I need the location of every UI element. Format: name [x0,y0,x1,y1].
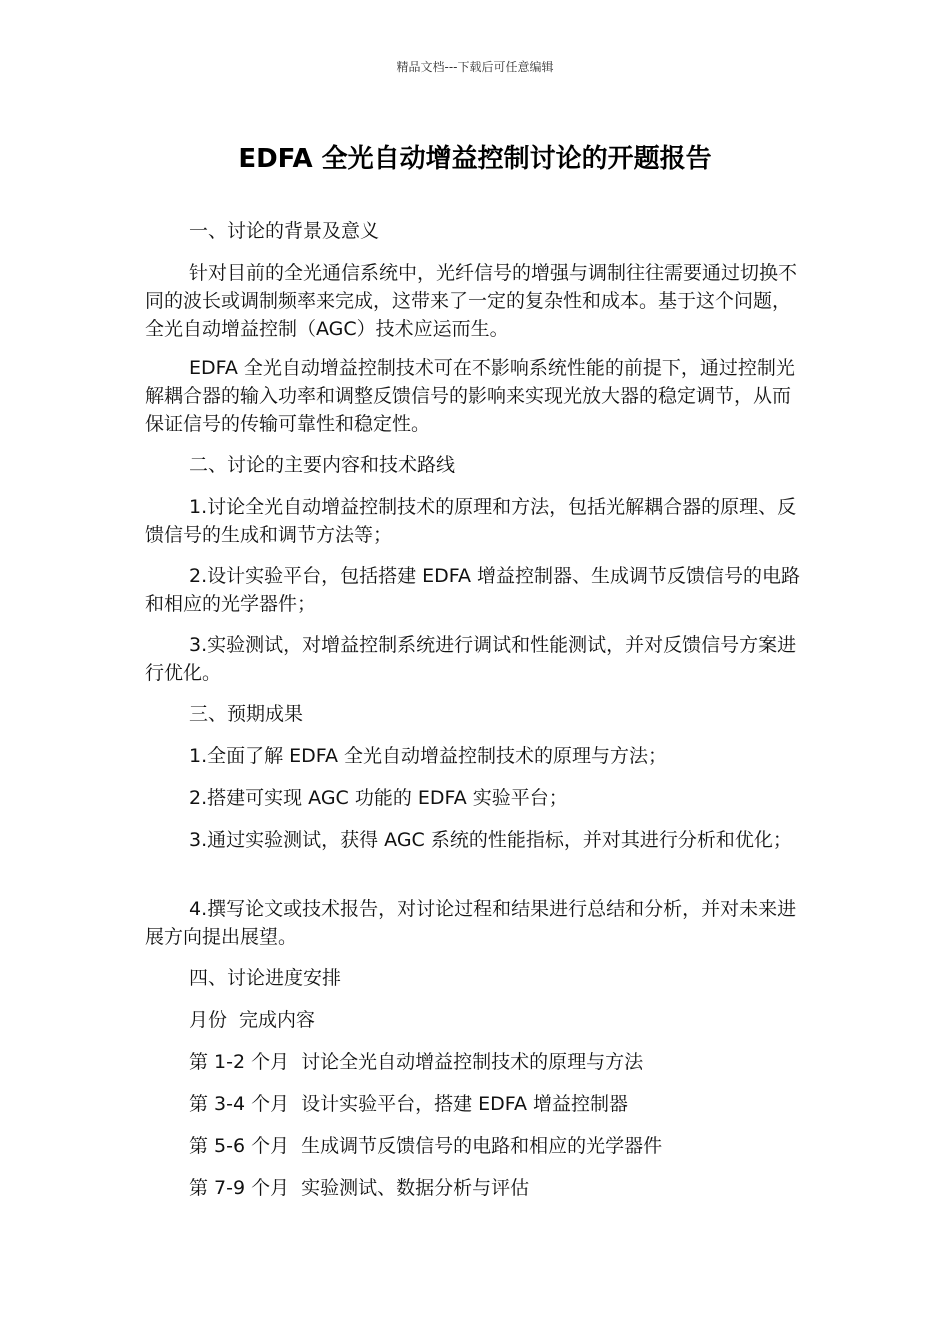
section3-item-3: 3.通过实验测试，获得 AGC 系统的性能指标，并对其进行分析和优化； [189,829,792,851]
section3-item-1: 1.全面了解 EDFA 全光自动增益控制技术的原理与方法； [189,745,668,767]
section1-paragraph-1: 针对目前的全光通信系统中，光纤信号的增强与调制往往需要通过切换不同的波长或调制频率来完成，这带来了一定的复杂性和成本。基于这个问题，全光自动增益控制（AGC）技术应运而生。 [145,262,798,340]
schedule-month: 第 3-4 个月 [189,1093,290,1115]
schedule-row [189,1090,628,1118]
schedule-content: 讨论全光自动增益控制技术的原理与方法 [301,1051,644,1073]
section1-paragraph-2: EDFA 全光自动增益控制技术可在不影响系统性能的前提下，通过控制光解耦合器的输入功率和调整反馈信号的影响来实现光放大器的稳定调节，从而保证信号的传输可靠性和稳定性。 [145,357,795,435]
schedule-month: 第 7-9 个月 [189,1177,290,1199]
document-title: EDFA 全光自动增益控制讨论的开题报告 [238,144,712,174]
section2-item-3: 3.实验测试，对增益控制系统进行调试和性能测试，并对反馈信号方案进行优化。 [145,634,797,684]
schedule-header-row [189,1006,315,1034]
schedule-month: 第 1-2 个月 [189,1051,290,1073]
schedule-header-month: 月份 [189,1009,228,1031]
section4-heading: 四、讨论进度安排 [189,967,342,989]
schedule-content: 生成调节反馈信号的电路和相应的光学器件 [301,1135,663,1157]
header-note: 精品文档---下载后可任意编辑 [396,60,554,74]
schedule-row [189,1132,662,1160]
schedule-content: 实验测试、数据分析与评估 [301,1177,530,1199]
section2-heading: 二、讨论的主要内容和技术路线 [189,454,456,476]
section3-item-2: 2.搭建可实现 AGC 功能的 EDFA 实验平台； [189,787,568,809]
schedule-header-content: 完成内容 [239,1009,316,1031]
section1-heading: 一、讨论的背景及意义 [189,220,380,242]
section3-heading: 三、预期成果 [189,703,304,725]
schedule-month: 第 5-6 个月 [189,1135,290,1157]
section2-item-1: 1.讨论全光自动增益控制技术的原理和方法，包括光解耦合器的原理、反馈信号的生成和调节方法等； [145,496,797,546]
schedule-row [189,1048,643,1076]
section2-item-2: 2.设计实验平台，包括搭建 EDFA 增益控制器、生成调节反馈信号的电路和相应的光学器件； [145,565,801,615]
schedule-row [189,1174,529,1202]
schedule-content: 设计实验平台，搭建 EDFA 增益控制器 [301,1093,629,1115]
section3-item-4: 4.撰写论文或技术报告，对讨论过程和结果进行总结和分析，并对未来进展方向提出展望。 [145,898,797,948]
